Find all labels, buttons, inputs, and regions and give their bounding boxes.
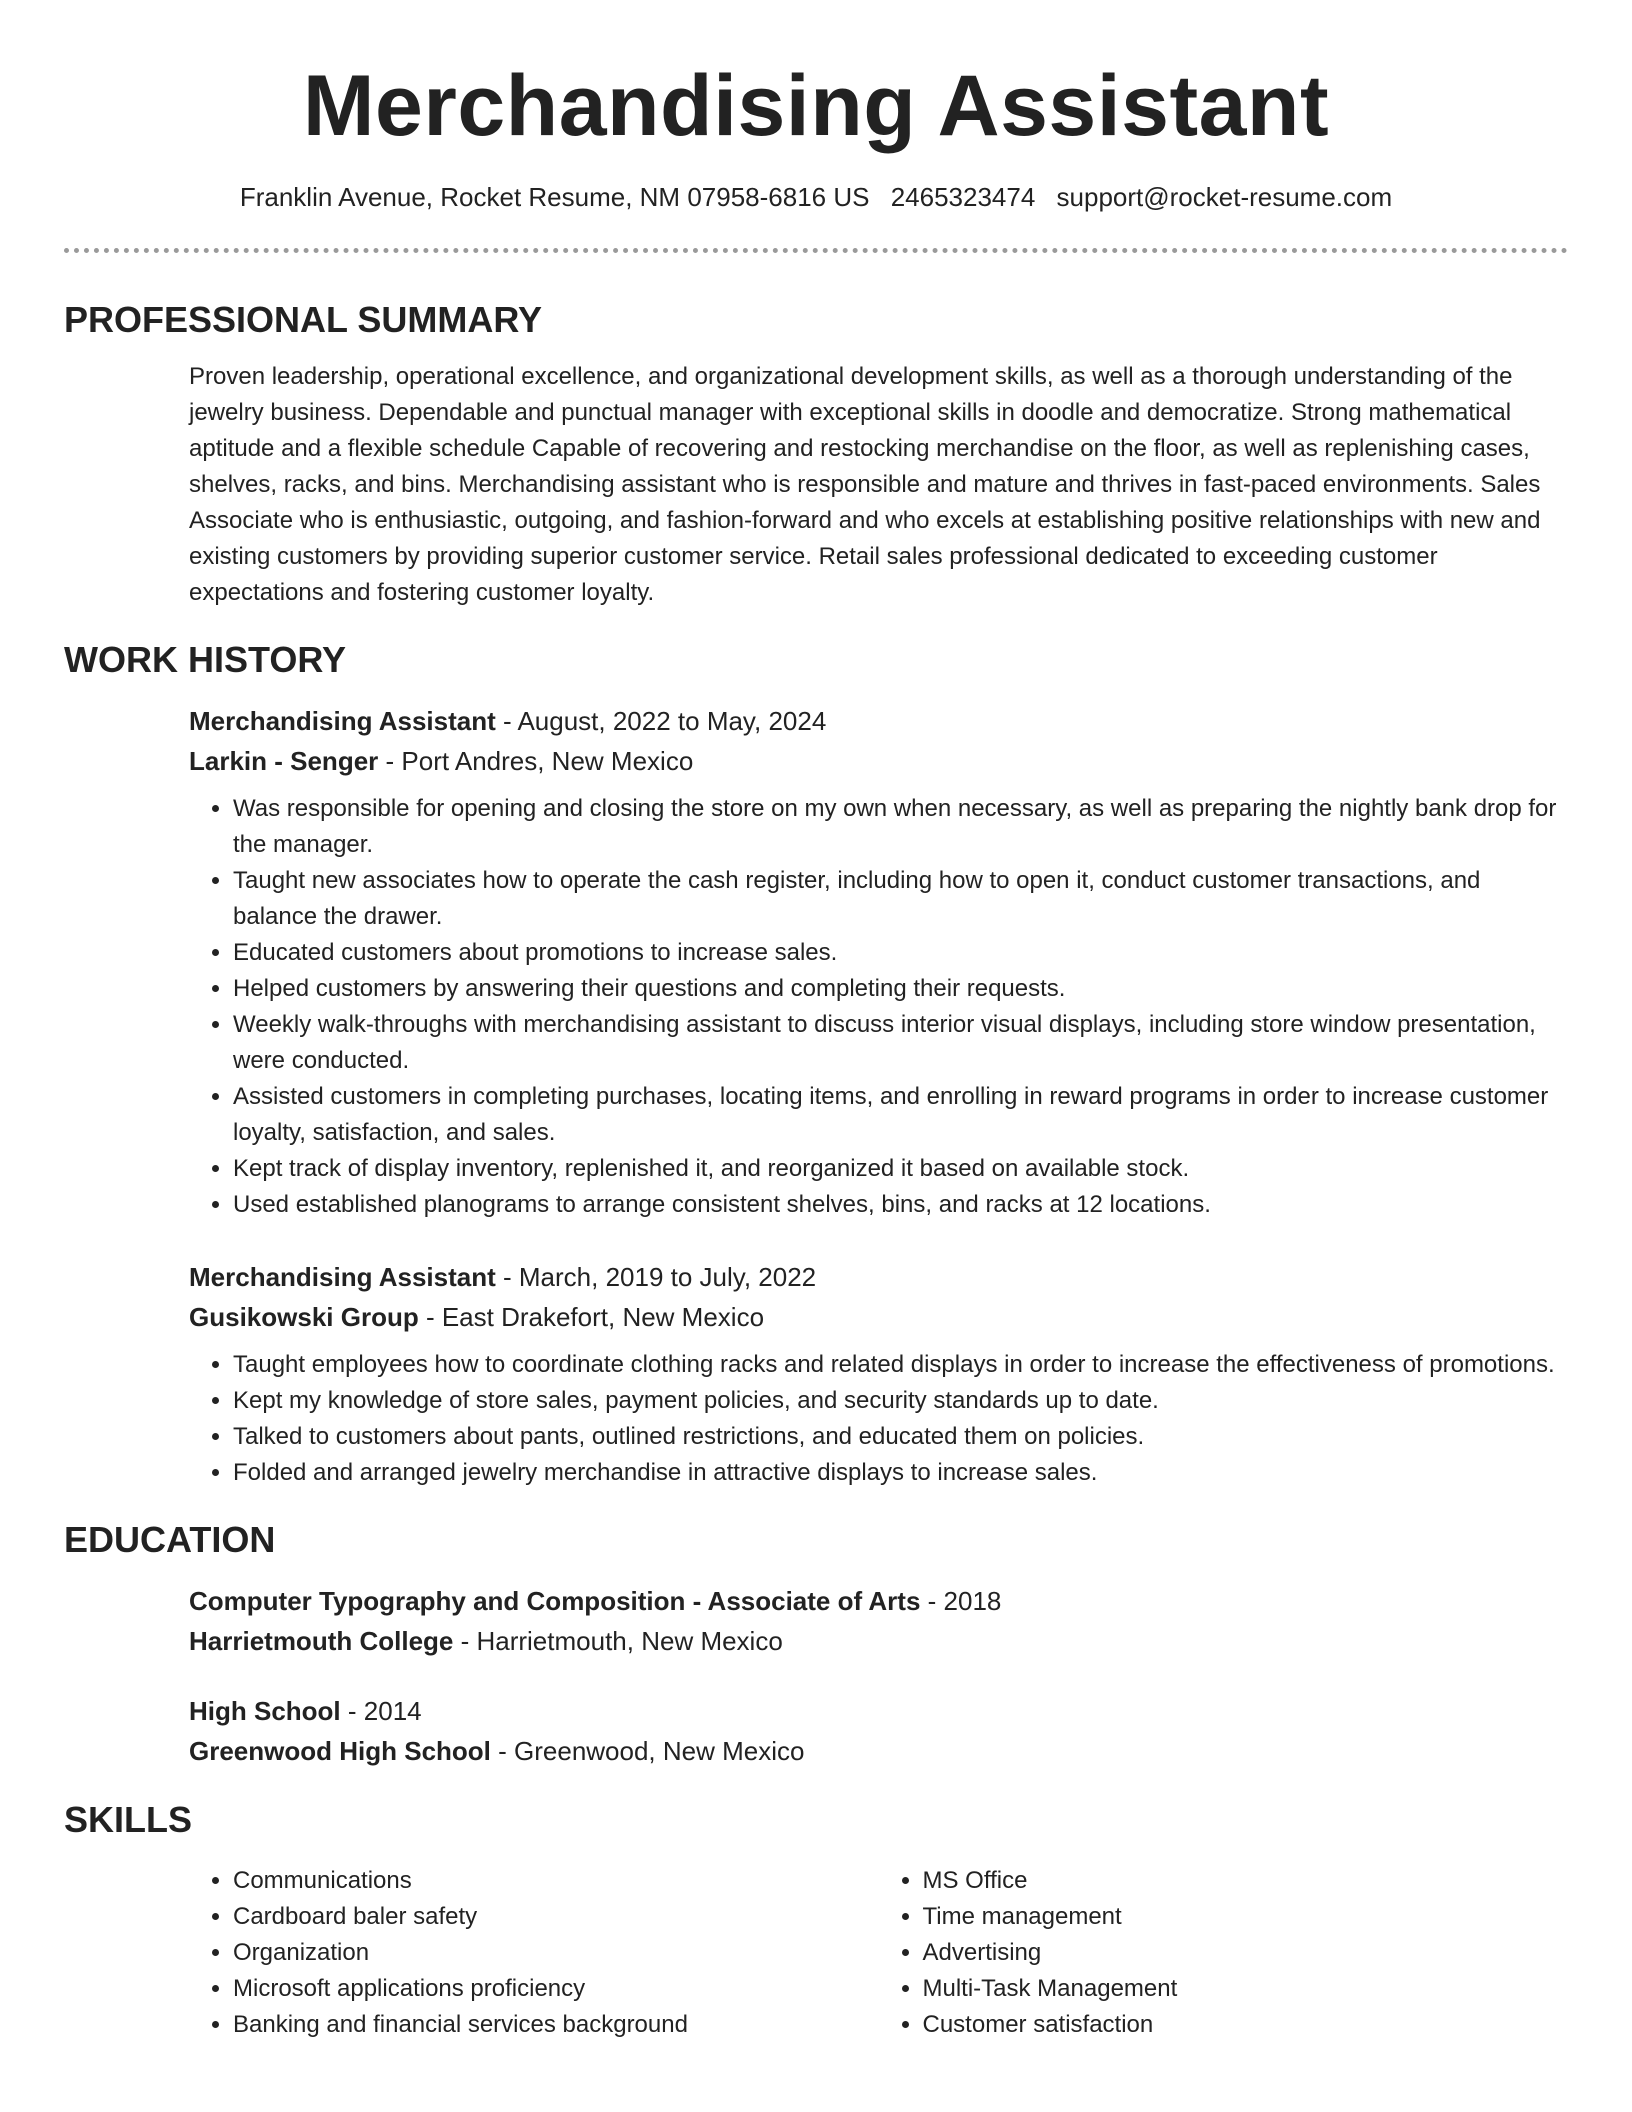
header-divider — [64, 248, 1568, 253]
job-company: Larkin - Senger — [189, 746, 379, 776]
job-title-line — [189, 701, 1568, 741]
skills-heading: SKILLS — [64, 1799, 193, 1840]
job-duty: • Educated customers about promotions to increase sales. — [233, 935, 1568, 971]
job-duty: • Taught employees how to coordinate clothing racks and related displays in order to increase the effectiveness of promotions. — [233, 1347, 1568, 1383]
skill-item: • Customer satisfaction — [923, 2007, 1569, 2043]
degree-line — [189, 1691, 1568, 1731]
education-entry — [64, 1691, 1568, 1771]
skill-item: • Microsoft applications proficiency — [233, 1971, 879, 2007]
job-title: Merchandising Assistant — [189, 706, 496, 736]
job-location: - Port Andres, New Mexico — [378, 746, 694, 776]
education-entry — [64, 1581, 1568, 1661]
job-entry — [64, 701, 1568, 1223]
skill-item: • Communications — [233, 1863, 879, 1899]
skill-item: • Cardboard baler safety — [233, 1899, 879, 1935]
job-location: - East Drakefort, New Mexico — [418, 1302, 765, 1332]
job-duty: • Talked to customers about pants, outlined restrictions, and educated them on policies. — [233, 1419, 1568, 1455]
skill-item: • Advertising — [923, 1935, 1569, 1971]
skill-item: • Multi-Task Management — [923, 1971, 1569, 2007]
degree-name: Computer Typography and Composition - Associate of Arts — [189, 1586, 921, 1616]
education-heading: EDUCATION — [64, 1519, 276, 1560]
job-duty: • Taught new associates how to operate the cash register, including how to open it, conduct customer transactions, and balance the drawer. — [233, 863, 1568, 935]
skills-list — [64, 1863, 1568, 2043]
job-duty: • Was responsible for opening and closing the store on my own when necessary, as well as preparing the nightly bank drop for the manager. — [233, 791, 1568, 863]
degree-year: - 2018 — [920, 1586, 1002, 1616]
contact-phone: 2465323474 — [890, 182, 1036, 212]
job-title: Merchandising Assistant — [189, 1262, 496, 1292]
skill-item: • Banking and financial services background — [233, 2007, 879, 2043]
job-duty: • Kept track of display inventory, replenished it, and reorganized it based on available stock. — [233, 1151, 1568, 1187]
resume-title: Merchandising Assistant — [302, 58, 1330, 154]
school-name: Harrietmouth College — [189, 1626, 454, 1656]
school-name: Greenwood High School — [189, 1736, 491, 1766]
contact-info — [64, 180, 1568, 214]
contact-email: support@rocket-resume.com — [1056, 182, 1393, 212]
skill-item: • Time management — [923, 1899, 1569, 1935]
job-duty: • Weekly walk-throughs with merchandising assistant to discuss interior visual displays, including store window presentation, were conducted. — [233, 1007, 1568, 1079]
job-company: Gusikowski Group — [189, 1302, 419, 1332]
summary-heading: PROFESSIONAL SUMMARY — [64, 299, 543, 340]
summary-text: Proven leadership, operational excellence, and organizational development skills, as well as a thorough understanding of the jewelry business. Dependable and punctual manager with exceptional skills in doodle and democratize. Strong mathematical aptitude and a flexible schedule Capable of recovering and restocking merchandise on the floor, as well as replenishing cases, shelves, racks, and bins. Merchandising assistant who is responsible and mature and thrives in fast-paced environments. Sales Associate who is enthusiastic, outgoing, and fashion-forward and who excels at establishing positive relationships with new and existing customers by providing superior customer service. Retail sales professional dedicated to exceeding customer expectations and fostering customer loyalty. — [189, 363, 1541, 606]
job-duty: • Used established planograms to arrange consistent shelves, bins, and racks at 12 locations. — [233, 1187, 1568, 1223]
job-duties — [189, 791, 1568, 1223]
work-history-heading: WORK HISTORY — [64, 639, 347, 680]
job-duty: • Assisted customers in completing purchases, locating items, and enrolling in reward programs in order to increase customer loyalty, satisfaction, and sales. — [233, 1079, 1568, 1151]
degree-year: - 2014 — [340, 1696, 422, 1726]
contact-address: Franklin Avenue, Rocket Resume, NM 07958-6816 US — [239, 182, 870, 212]
degree-name: High School — [189, 1696, 341, 1726]
job-duty: • Helped customers by answering their questions and completing their requests. — [233, 971, 1568, 1007]
job-entry — [64, 1257, 1568, 1491]
school-location: - Harrietmouth, New Mexico — [453, 1626, 783, 1656]
school-line — [189, 1731, 1568, 1771]
job-company-line — [189, 741, 1568, 781]
skills-column-left — [189, 1863, 879, 2043]
job-duty: • Folded and arranged jewelry merchandise in attractive displays to increase sales. — [233, 1455, 1568, 1491]
school-location: - Greenwood, New Mexico — [490, 1736, 805, 1766]
degree-line — [189, 1581, 1568, 1621]
skills-column-right — [879, 1863, 1569, 2043]
job-duties — [189, 1347, 1568, 1491]
school-line — [189, 1621, 1568, 1661]
job-company-line — [189, 1297, 1568, 1337]
job-duty: • Kept my knowledge of store sales, payment policies, and security standards up to date. — [233, 1383, 1568, 1419]
job-dates: - August, 2022 to May, 2024 — [495, 706, 827, 736]
job-title-line — [189, 1257, 1568, 1297]
job-dates: - March, 2019 to July, 2022 — [495, 1262, 817, 1292]
skill-item: • MS Office — [923, 1863, 1569, 1899]
skill-item: • Organization — [233, 1935, 879, 1971]
summary-section — [64, 359, 1568, 611]
